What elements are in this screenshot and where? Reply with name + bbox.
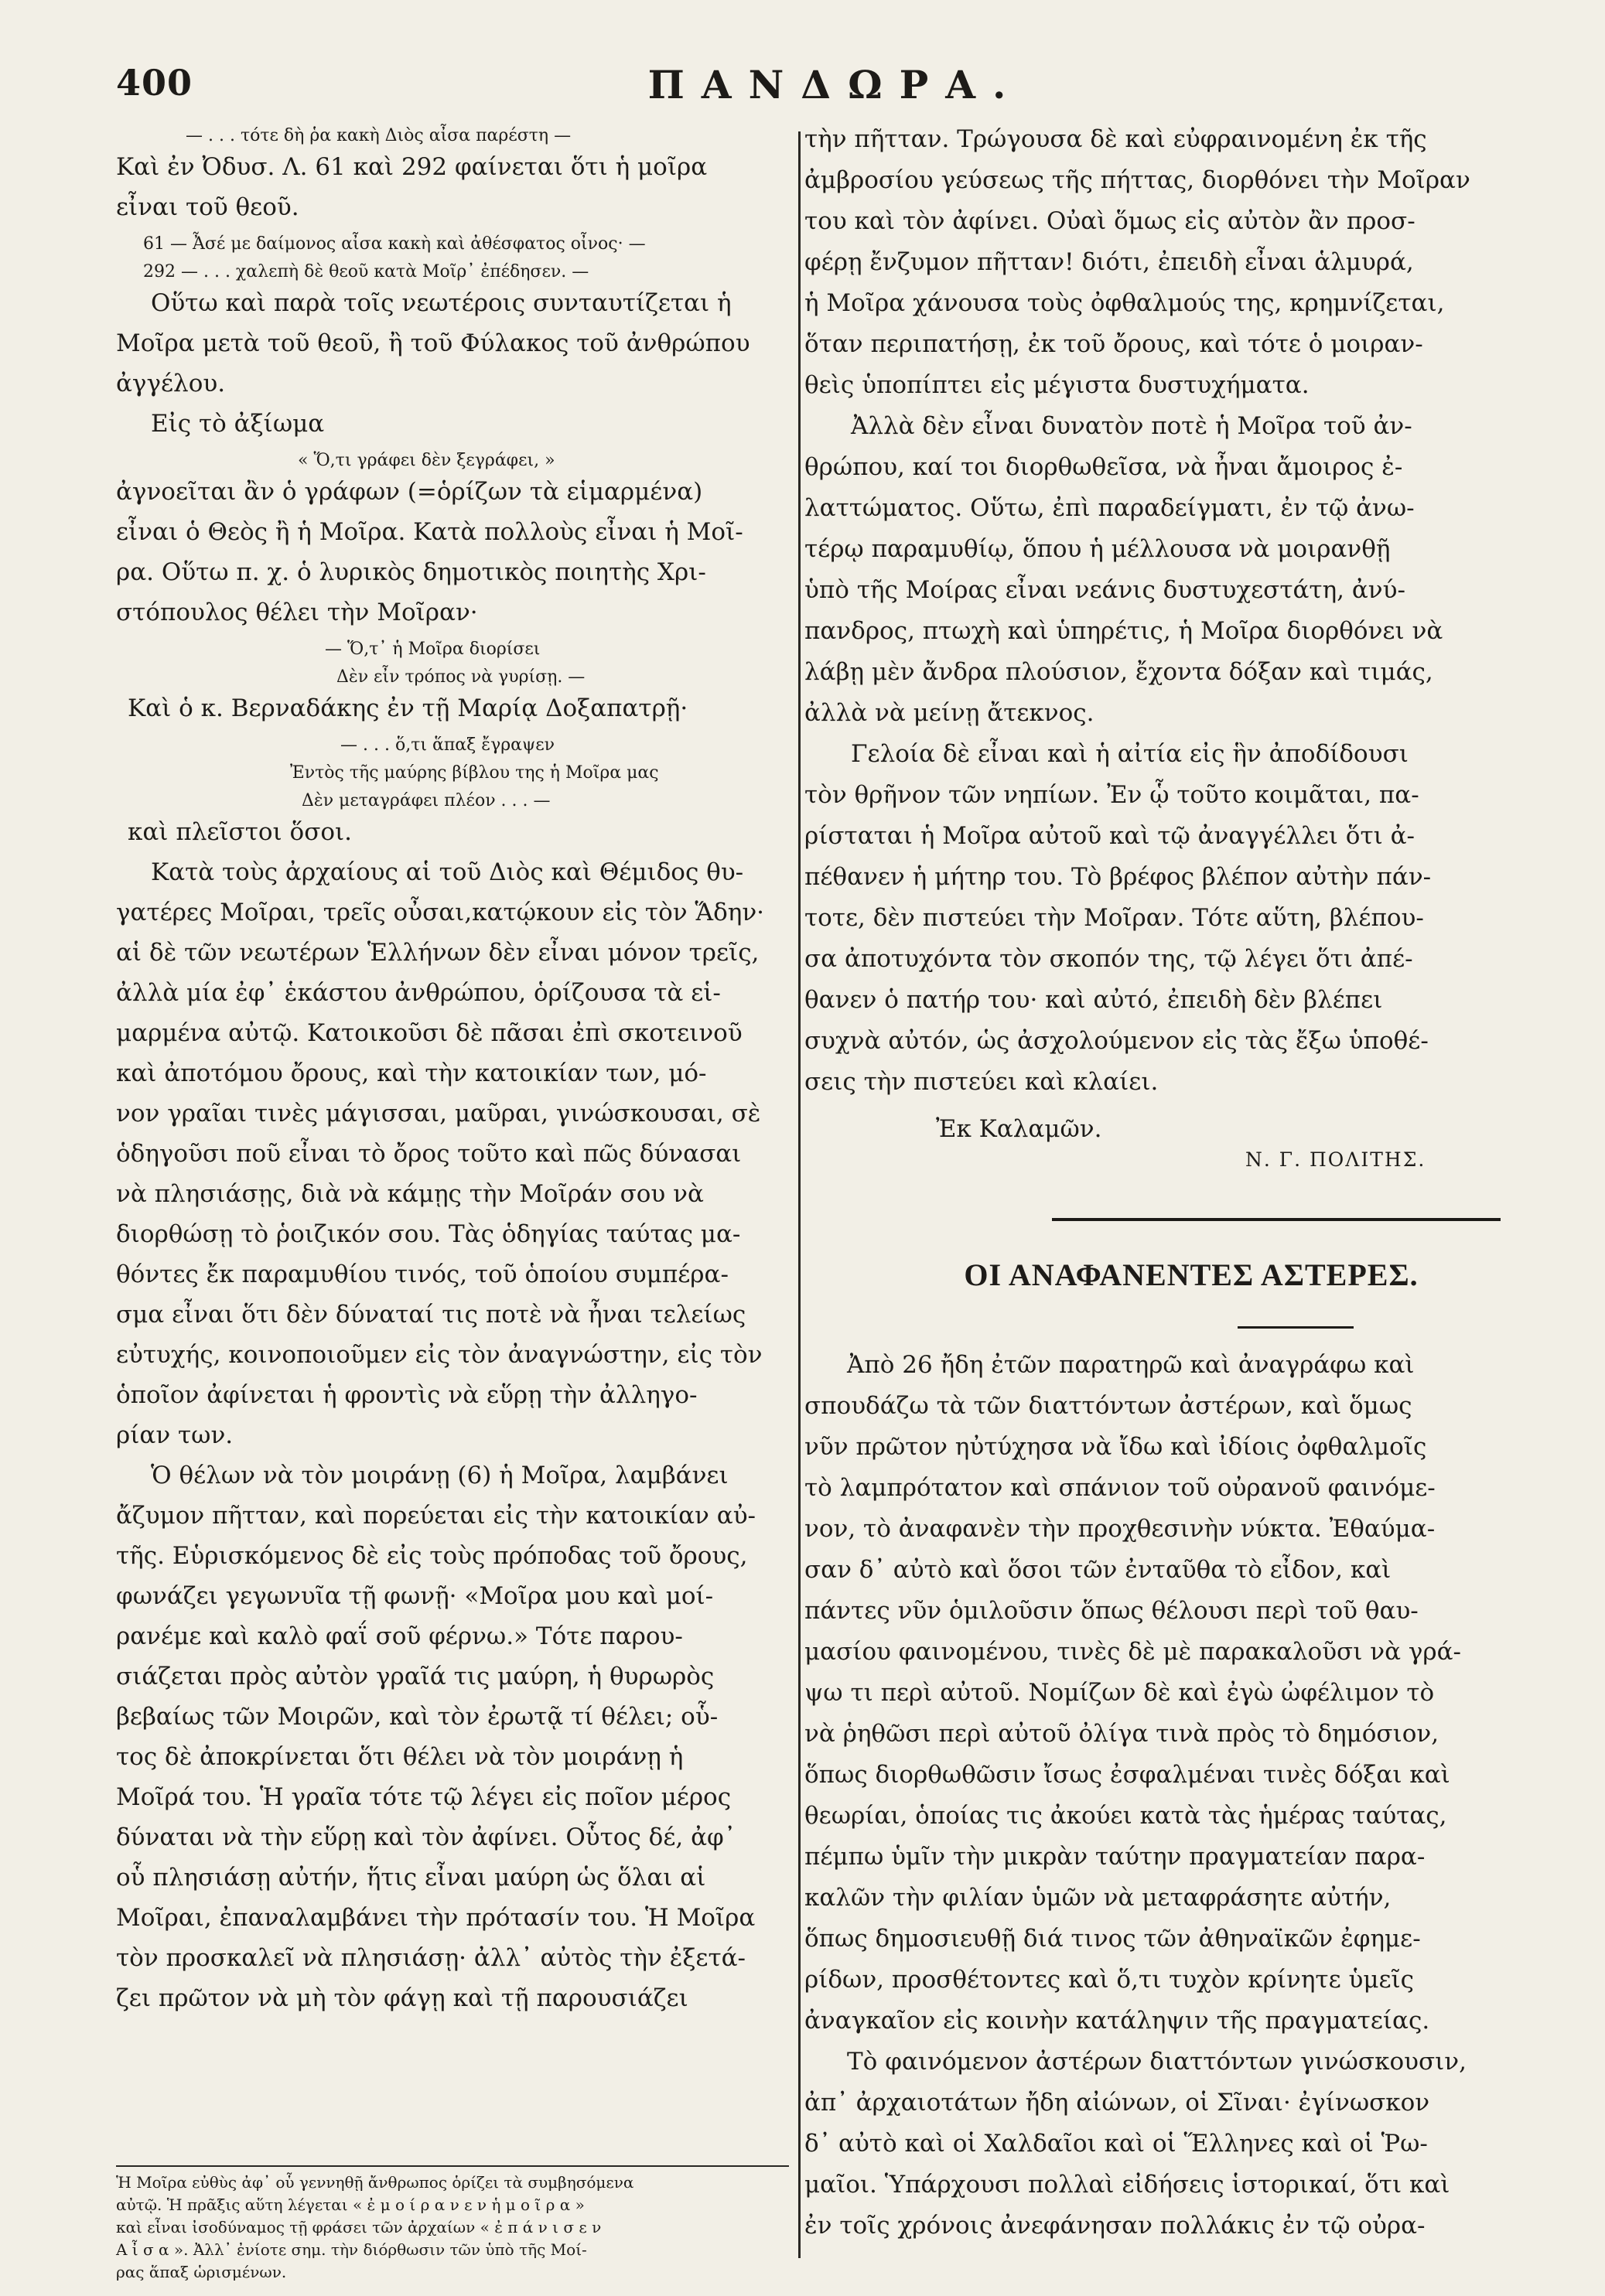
footnote-line: Ἡ Μοῖρα εὐθὺς ἀφ᾿ οὗ γεννηθῇ ἄνθρωπος ὁρίζει τὰ συμβησόμενα bbox=[116, 2173, 634, 2192]
text-line: στόπουλος θέλει τὴν Μοῖραν· bbox=[116, 599, 478, 626]
text-line: ἀμβροσίου γεύσεως τῆς πήττας, διορθόνει τὴν Μοῖραν bbox=[804, 166, 1470, 194]
verse-line: Δὲν εἶν τρόπος νὰ γυρίσῃ. — bbox=[336, 667, 586, 687]
text-line: τέρῳ παραμυθίῳ, ὅπου ἡ μέλλουσα νὰ μοιρανθῇ bbox=[804, 535, 1391, 563]
text-line: σιάζεται πρὸς αὐτὸν γραῖά τις μαύρη, ἡ θυρωρὸς bbox=[116, 1663, 715, 1690]
footnote-line: ρας ἅπαξ ὡρισμένων. bbox=[116, 2263, 287, 2281]
text-line: τοτε, δὲν πιστεύει τὴν Μοῖραν. Τότε αὕτη, βλέπου- bbox=[804, 904, 1424, 932]
text-line: ρανέμε καὶ καλὸ φαΐ σοῦ φέρνω.» Τότε παρου- bbox=[116, 1622, 683, 1650]
text-line: πανδρος, πτωχὴ καὶ ὑπηρέτις, ἡ Μοῖρα διορθόνει νὰ bbox=[804, 617, 1443, 645]
text-line: φέρῃ ἔνζυμον πῆτταν! διότι, ἐπειδὴ εἶναι ἁλμυρά, bbox=[804, 248, 1414, 276]
text-line: τὸν θρῆνον τῶν νηπίων. Ἐν ᾧ τοῦτο κοιμᾶται, πα- bbox=[804, 781, 1419, 809]
verse-line: — . . . τότε δὴ ῥα κακὴ Διὸς αἶσα παρέστη — bbox=[186, 126, 572, 145]
text-line: αἱ δὲ τῶν νεωτέρων Ἑλλήνων δὲν εἶναι μόνον τρεῖς, bbox=[116, 939, 760, 967]
text-line: καὶ ἀποτόμου ὄρους, καὶ τὴν κατοικίαν των, μό- bbox=[116, 1059, 707, 1087]
text-line: Γελοία δὲ εἶναι καὶ ἡ αἰτία εἰς ἣν ἀποδίδουσι bbox=[851, 740, 1409, 768]
verse-line: — . . . ὅ,τι ἅπαξ ἔγραψεν bbox=[340, 735, 555, 755]
text-line: ἡ Μοῖρα χάνουσα τοὺς ὀφθαλμούς της, κρημνίζεται, bbox=[804, 289, 1445, 317]
text-line: ρίαν των. bbox=[116, 1421, 234, 1449]
text-line: θεὶς ὑποπίπτει εἰς μέγιστα δυστυχήματα. bbox=[804, 371, 1310, 399]
text-line: Μοῖρα μετὰ τοῦ θεοῦ, ἢ τοῦ Φύλακος τοῦ ἀνθρώπου bbox=[116, 329, 750, 357]
text-line: τὴν πῆτταν. Τρώγουσα δὲ καὶ εὐφραινομένη ἐκ τῆς bbox=[804, 125, 1427, 153]
text-line: ρίδων, προσθέτοντες καὶ ὅ,τι τυχὸν κρίνητε ὑμεῖς bbox=[804, 1966, 1415, 1994]
text-line: σμα εἶναι ὅτι δὲν δύναταί τις ποτὲ νὰ ἦναι τελείως bbox=[116, 1301, 746, 1329]
text-line: Οὕτω καὶ παρὰ τοῖς νεωτέροις συνταυτίζεται ἡ bbox=[151, 289, 732, 317]
text-line: νὰ ῥηθῶσι περὶ αὐτοῦ ὀλίγα τινὰ πρὸς τὸ δημόσιον, bbox=[804, 1720, 1439, 1748]
footnote-line: αὐτῷ. Ἡ πρᾶξις αὕτη λέγεται « ἐ μ ο ί ρ α ν ε ν ἡ μ ο ῖ ρ α » bbox=[116, 2195, 585, 2214]
text-line: σα ἀποτυχόντα τὸν σκοπόν της, τῷ λέγει ὅτι ἀπέ- bbox=[804, 945, 1413, 973]
text-line: εἶναι τοῦ θεοῦ. bbox=[116, 193, 299, 221]
text-line: τῆς. Εὑρισκόμενος δὲ εἰς τοὺς πρόποδας τοῦ ὄρους, bbox=[116, 1542, 748, 1570]
text-line: θανεν ὁ πατήρ του· καὶ αὐτό, ἐπειδὴ δὲν βλέπει bbox=[804, 986, 1383, 1014]
text-line: δ᾿ αὐτὸ καὶ οἱ Χαλδαῖοι καὶ οἱ Ἕλληνες καὶ οἱ Ῥω- bbox=[804, 2130, 1428, 2158]
text-line: σεις τὴν πιστεύει καὶ κλαίει. bbox=[804, 1068, 1159, 1096]
text-line: Μοῖραι, ἐπαναλαμβάνει τὴν πρότασίν του. Ἡ Μοῖρα bbox=[116, 1904, 756, 1932]
verse-line: Δὲν μεταγράφει πλέον . . . — bbox=[302, 791, 551, 810]
text-line: πέθανεν ἡ μήτηρ του. Τὸ βρέφος βλέπον αὐτὴν πάν- bbox=[804, 863, 1432, 891]
text-line: ἀλλὰ νὰ μείνῃ ἄτεκνος. bbox=[804, 699, 1094, 727]
text-line: συχνὰ αὐτόν, ὡς ἀσχολούμενον εἰς τὰς ἔξω ὑποθέ- bbox=[804, 1027, 1429, 1055]
text-line: ρίσταται ἡ Μοῖρα αὐτοῦ καὶ τῷ ἀναγγέλλει ὅτι ἀ- bbox=[804, 822, 1415, 850]
text-line: νον, τὸ ἀναφανὲν τὴν προχθεσινὴν νύκτα. Ἐθαύμα- bbox=[804, 1515, 1436, 1543]
text-line: Ἀπὸ 26 ἤδη ἐτῶν παρατηρῶ καὶ ἀναγράφω καὶ bbox=[847, 1351, 1415, 1379]
text-line: θεωρίαι, ὁποίας τις ἀκούει κατὰ τὰς ἡμέρας ταύτας, bbox=[804, 1802, 1447, 1830]
text-line: λαττώματος. Οὕτω, ἐπὶ παραδείγματι, ἐν τῷ ἀνω- bbox=[804, 494, 1415, 522]
footnote-line: καὶ εἶναι ἰσοδύναμος τῇ φράσει τῶν ἀρχαίων « ἐ π ά ν ι σ ε ν bbox=[116, 2218, 602, 2236]
text-line: διορθώσῃ τὸ ῥοιζικόν σου. Τὰς ὁδηγίας ταύτας μα- bbox=[116, 1220, 741, 1248]
verse-line: 292 — . . . χαλεπὴ δὲ θεοῦ κατὰ Μοῖρ᾿ ἐπέδησεν. — bbox=[143, 262, 589, 281]
text-line: ἐν τοῖς χρόνοις ἀνεφάνησαν πολλάκις ἐν τῷ οὐρα- bbox=[804, 2212, 1426, 2240]
text-line: ἀλλὰ μία ἐφ᾿ ἑκάστου ἀνθρώπου, ὁρίζουσα τὰ εἱ- bbox=[116, 979, 721, 1007]
verse-line: — Ὅ,τ᾿ ἡ Μοῖρα διορίσει bbox=[325, 640, 541, 659]
text-line: καλῶν τὴν φιλίαν ὑμῶν νὰ μεταφράσητε αὐτήν, bbox=[804, 1884, 1392, 1912]
text-line: Τὸ φαινόμενον ἀστέρων διαττόντων γινώσκουσιν, bbox=[847, 2048, 1467, 2076]
text-line: ἄζυμον πῆτταν, καὶ πορεύεται εἰς τὴν κατοικίαν αὐ- bbox=[116, 1502, 756, 1530]
text-line: τος δὲ ἀποκρίνεται ὅτι θέλει νὰ τὸν μοιράνῃ ἡ bbox=[116, 1743, 684, 1771]
text-line: ἀγγέλου. bbox=[116, 370, 226, 397]
text-line: οὗ πλησιάσῃ αὐτήν, ἥτις εἶναι μαύρη ὡς ὅλαι αἱ bbox=[116, 1864, 706, 1892]
verse-line: Ἐντὸς τῆς μαύρης βίβλου της ἡ Μοῖρα μας bbox=[290, 763, 659, 783]
text-line: γατέρες Μοῖραι, τρεῖς οὖσαι,κατῴκουν εἰς τὸν Ἅδην· bbox=[116, 899, 765, 926]
signature-place: Ἐκ Καλαμῶν. bbox=[936, 1115, 1102, 1143]
text-line: πάντες νῦν ὁμιλοῦσιν ὅπως θέλουσι περὶ τοῦ θαυ- bbox=[804, 1597, 1419, 1625]
text-line: του καὶ τὸν ἀφίνει. Οὐαὶ ὅμως εἰς αὐτὸν ἂν προσ- bbox=[804, 207, 1415, 235]
text-line: ὑπὸ τῆς Μοίρας εἶναι νεάνις δυστυχεστάτη, ἀνύ- bbox=[804, 576, 1405, 604]
text-line: ψω τι περὶ αὐτοῦ. Νομίζων δὲ καὶ ἐγὼ ὠφέλιμον τὸ bbox=[804, 1679, 1435, 1707]
text-line: ἀναγκαῖον εἰς κοινὴν κατάληψιν τῆς πραγματείας. bbox=[804, 2007, 1430, 2035]
text-line: ὅπως δημοσιευθῇ διά τινος τῶν ἀθηναϊκῶν ἐφημε- bbox=[804, 1925, 1421, 1953]
text-line: θόντες ἔκ παραμυθίου τινός, τοῦ ὁποίου συμπέρα- bbox=[116, 1261, 729, 1288]
section-heading: ΟΙ ΑΝΑΦΑΝΕΝΤΕΣ ΑΣΤΕΡΕΣ. bbox=[964, 1257, 1419, 1292]
text-line: εἶναι ὁ Θεὸς ἢ ἡ Μοῖρα. Κατὰ πολλοὺς εἶναι ἡ Μοῖ- bbox=[116, 518, 743, 546]
text-line: τὸν προσκαλεῖ νὰ πλησιάσῃ· ἀλλ᾿ αὐτὸς τὴν ἐξετά- bbox=[116, 1944, 746, 1972]
text-line: ὁποῖον ἀφίνεται ἡ φροντὶς νὰ εὕρῃ τὴν ἀλληγο- bbox=[116, 1381, 698, 1409]
footnote-rule bbox=[116, 2165, 789, 2167]
text-line: μαῖοι. Ὑπάρχουσι πολλαὶ εἰδήσεις ἱστορικαί, ὅτι καὶ bbox=[804, 2171, 1450, 2199]
text-line: βεβαίως τῶν Μοιρῶν, καὶ τὸν ἐρωτᾷ τί θέλει; οὗ- bbox=[116, 1703, 719, 1731]
text-line: ρα. Οὕτω π. χ. ὁ λυρικὸς δημοτικὸς ποιητὴς Χρι- bbox=[116, 558, 706, 586]
text-line: μασίου φαινομένου, τινὲς δὲ μὲ παρακαλοῦσι νὰ γρά- bbox=[804, 1638, 1462, 1666]
text-line: ζει πρῶτον νὰ μὴ τὸν φάγῃ καὶ τῇ παρουσιάζει bbox=[116, 1984, 688, 2012]
text-line: σαν δ᾿ αὐτὸ καὶ ὅσοι τῶν ἐνταῦθα τὸ εἶδον, καὶ bbox=[804, 1556, 1392, 1584]
signature-name: Ν. Γ. ΠΟΛΙΤΗΣ. bbox=[1245, 1148, 1426, 1171]
text-line: σπουδάζω τὰ τῶν διαττόντων ἀστέρων, καὶ ὅμως bbox=[804, 1392, 1412, 1420]
text-line: νῦν πρῶτον ηὐτύχησα νὰ ἴδω καὶ ἰδίοις ὀφθαλμοῖς bbox=[804, 1433, 1427, 1461]
text-line: ἀπ᾿ ἀρχαιοτάτων ἤδη αἰώνων, οἱ Σῖναι· ἐγίνωσκον bbox=[804, 2089, 1430, 2117]
text-line: Ὁ θέλων νὰ τὸν μοιράνῃ (6) ἡ Μοῖρα, λαμβάνει bbox=[151, 1462, 729, 1489]
text-line: Κατὰ τοὺς ἀρχαίους αἱ τοῦ Διὸς καὶ Θέμιδος θυ- bbox=[151, 858, 744, 886]
section-rule bbox=[1052, 1218, 1501, 1221]
text-line: τὸ λαμπρότατον καὶ σπάνιον τοῦ οὐρανοῦ φαινόμε- bbox=[804, 1474, 1436, 1502]
text-line: καὶ πλεῖστοι ὅσοι. bbox=[128, 818, 353, 846]
text-line: Καὶ ἐν Ὀδυσ. Λ. 61 καὶ 292 φαίνεται ὅτι ἡ μοῖρα bbox=[116, 153, 708, 181]
text-line: ἀγνοεῖται ἂν ὁ γράφων (=ὁρίζων τὰ εἱμαρμένα) bbox=[116, 478, 703, 506]
text-line: Ἀλλὰ δὲν εἶναι δυνατὸν ποτὲ ἡ Μοῖρα τοῦ ἀν- bbox=[851, 412, 1412, 440]
text-line: Μοῖρά του. Ἡ γραῖα τότε τῷ λέγει εἰς ποῖον μέρος bbox=[116, 1783, 732, 1811]
text-line: νὰ πλησιάσῃς, διὰ νὰ κάμῃς τὴν Μοῖράν σου νὰ bbox=[116, 1180, 704, 1208]
section-rule-short bbox=[1238, 1326, 1354, 1329]
text-line: πέμπω ὑμῖν τὴν μικρὰν ταύτην πραγματείαν παρα- bbox=[804, 1843, 1426, 1871]
text-line: φωνάζει γεγωνυῖα τῇ φωνῇ· «Μοῖρα μου καὶ μοί- bbox=[116, 1582, 714, 1610]
verse-line: « Ὅ,τι γράφει δὲν ξεγράφει, » bbox=[298, 451, 555, 470]
text-line: Εἰς τὸ ἀξίωμα bbox=[151, 410, 325, 438]
text-line: Καὶ ὁ κ. Βερναδάκης ἐν τῇ Μαρίᾳ Δοξαπατρῇ· bbox=[128, 694, 688, 722]
text-line: ὅπως διορθωθῶσιν ἴσως ἐσφαλμέναι τινὲς δόξαι καὶ bbox=[804, 1761, 1450, 1789]
page-header bbox=[116, 62, 1555, 116]
footnote-line: Α ἶ σ α ». Ἀλλ᾿ ἐνίοτε σημ. τὴν διόρθωσιν τῶν ὑπὸ τῆς Μοί- bbox=[116, 2240, 587, 2259]
text-line: μαρμένα αὐτῷ. Κατοικοῦσι δὲ πᾶσαι ἐπὶ σκοτεινοῦ bbox=[116, 1019, 743, 1047]
text-line: λάβῃ μὲν ἄνδρα πλούσιον, ἔχοντα δόξαν καὶ τιμάς, bbox=[804, 658, 1433, 686]
column-divider bbox=[798, 131, 801, 2258]
verse-line: 61 — Ἆσέ με δαίμονος αἶσα κακὴ καὶ ἀθέσφατος οἶνος· — bbox=[143, 234, 646, 254]
text-line: δύναται νὰ τὴν εὕρῃ καὶ τὸν ἀφίνει. Οὗτος δέ, ἀφ᾿ bbox=[116, 1823, 736, 1851]
text-line: ὁδηγοῦσι ποῦ εἶναι τὸ ὄρος τοῦτο καὶ πῶς δύνασαι bbox=[116, 1140, 742, 1168]
page-number: 400 bbox=[116, 62, 193, 104]
text-line: νον γραῖαι τινὲς μάγισσαι, μαῦραι, γινώσκουσαι, σὲ bbox=[116, 1100, 761, 1128]
running-title: ΠΑΝΔΩΡΑ. bbox=[647, 62, 1023, 107]
text-line: ὅταν περιπατήσῃ, ἐκ τοῦ ὄρους, καὶ τότε ὁ μοιραν- bbox=[804, 330, 1423, 358]
text-line: εὐτυχής, κοινοποιοῦμεν εἰς τὸν ἀναγνώστην, εἰς τὸν bbox=[116, 1341, 763, 1369]
text-line: θρώπου, καί τοι διορθωθεῖσα, νὰ ἦναι ἄμοιρος ἐ- bbox=[804, 453, 1403, 481]
